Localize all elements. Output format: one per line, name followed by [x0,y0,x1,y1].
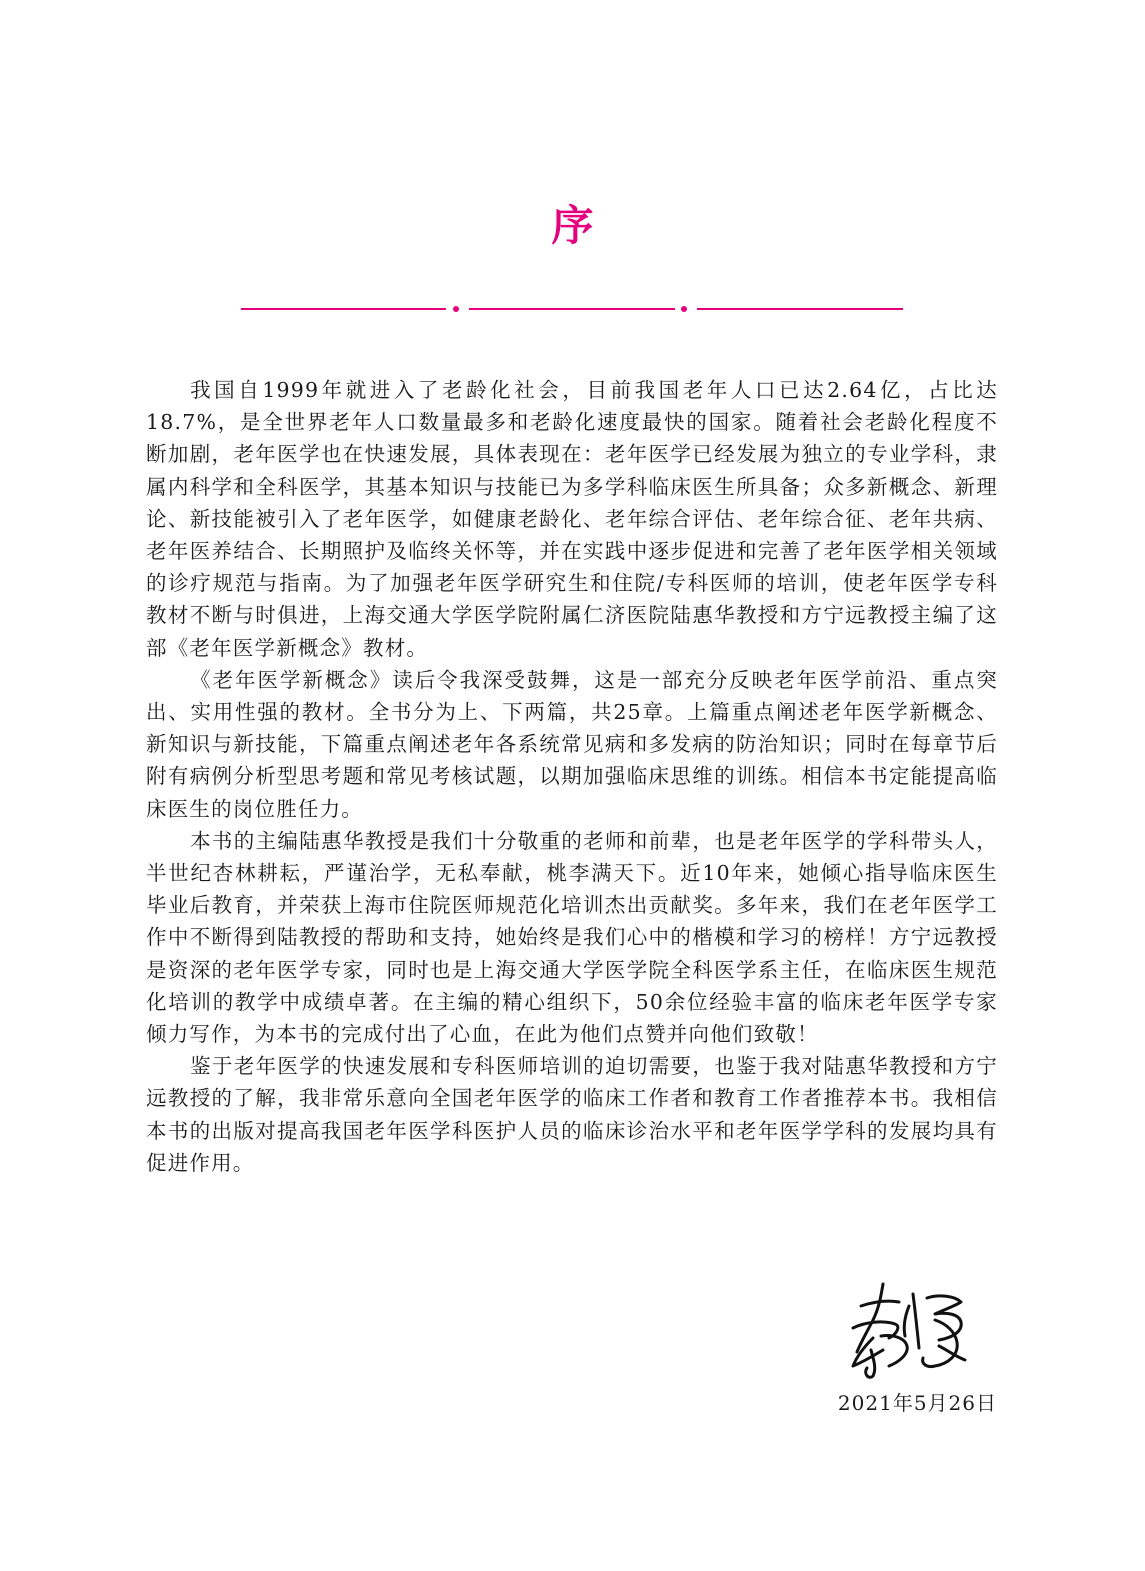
signature-image [843,1276,975,1386]
paragraph-3: 本书的主编陆惠华教授是我们十分敬重的老师和前辈，也是老年医学的学科带头人，半世纪杏林耕耘，严谨治学，无私奉献，桃李满天下。近10年来，她倾心指导临床医生毕业后教育，并荣获上海市住院医师规范化培训杰出贡献奖。多年来，我们在老年医学工作中不断得到陆教授的帮助和支持，她始终是我们心中的楷模和学习的榜样！方宁远教授是资深的老年医学专家，同时也是上海交通大学医学院全科医学系主任，在临床医生规范化培训的教学中成绩卓著。在主编的精心组织下，50余位经验丰富的临床老年医学专家倾力写作，为本书的完成付出了心血，在此为他们点赞并向他们致敬！ [146,828,998,1047]
paragraph-4: 鉴于老年医学的快速发展和专科医师培训的迫切需要，也鉴于我对陆惠华教授和方宁远教授的了解，我非常乐意向全国老年医学的临床工作者和教育工作者推荐本书。我相信本书的出版对提高我国老年医学科医护人员的临床诊治水平和老年医学学科的发展均具有促进作用。 [146,1054,998,1175]
page-title: 序 [551,201,594,250]
paragraph-1: 我国自1999年就进入了老龄化社会，目前我国老年人口已达2.64亿，占比达18.7%，是全世界老年人口数量最多和老龄化速度最快的国家。随着社会老龄化程度不断加剧，老年医学也在快速发展，具体表现在：老年医学已经发展为独立的专业学科，隶属内科学和全科医学，其基本知识与技能已为多学科临床医生所具备；众多新概念、新理论、新技能被引入了老年医学，如健康老龄化、老年综合评估、老年综合征、老年共病、老年医养结合、长期照护及临终关怀等，并在实践中逐步促进和完善了老年医学相关领域的诊疗规范与指南。为了加强老年医学研究生和住院/专科医师的培训，使老年医学专科教材不断与时俱进，上海交通大学医学院附属仁济医院陆惠华教授和方宁远教授主编了这部《老年医学新概念》教材。 [146,378,998,660]
title-divider [241,301,903,317]
preface-body [146,374,998,1179]
date: 2021年5月26日 [837,1391,997,1415]
divider-line-middle [469,308,675,310]
divider-dot-right [681,306,687,312]
divider-dot-left [453,306,459,312]
paragraph-2: 《老年医学新概念》读后令我深受鼓舞，这是一部充分反映老年医学前沿、重点突出、实用性强的教材。全书分为上、下两篇，共25章。上篇重点阐述老年医学新概念、新知识与新技能，下篇重点阐述老年各系统常见病和多发病的防治知识；同时在每章节后附有病例分析型思考题和常见考核试题，以期加强临床思维的训练。相信本书定能提高临床医生的岗位胜任力。 [146,667,998,821]
divider-line-right [697,308,903,310]
divider-line-left [241,308,446,310]
